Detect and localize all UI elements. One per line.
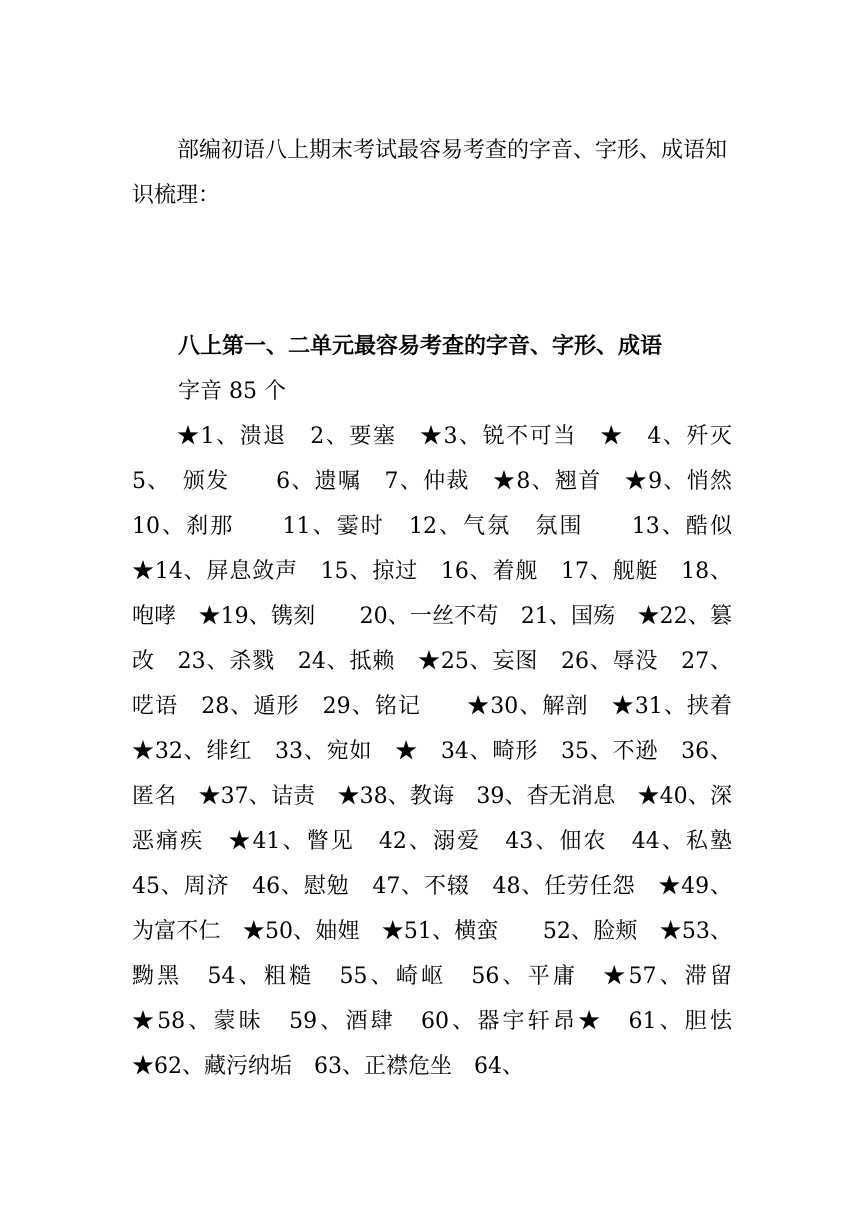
intro-paragraph: 部编初语八上期末考试最容易考查的字音、字形、成语知识梳理： [132, 138, 728, 208]
section-subheading: 字音 85 个 [178, 379, 286, 404]
vocabulary-list: ★1、溃退 2、要塞 ★3、锐不可当 ★ 4、歼灭 5、 颁发 6、遗嘱 7、仲裁 ★8、翘首 ★9、悄然 10、刹那 11、霎时 12、气氛 氛围 13、酷似 ★14、屏息敛声 15、掠过 16、着舰 17、舰艇 18、咆哮 ★19、镌刻 20、一丝不苟 21、国殇 ★22、篡改 23、杀戮 24、抵赖 ★25、妄图 26、辱没 27、呓语 28、遁形 29、铭记 ★30、解剖 ★31、挟着 ★32、绯红 33、宛如 ★ 34、畸形 35、不逊 36、匿名 ★37、诘责 ★38、教诲 39、杳无消息 ★40、深恶痛疾 ★41、瞥见 42、溺爱 43、佃农 44、私塾 45、周济 46、慰勉 47、不辍 48、任劳任怨 ★49、为富不仁 ★50、妯娌 ★51、横蛮 52、脸颊 ★53、黝黑 54、粗糙 55、崎岖 56、平庸 ★57、滞留 ★58、蒙昧 59、酒肆 60、器宇轩昂★ 61、胆怯 ★62、藏污纳垢 63、正襟危坐 64、 [132, 424, 755, 1079]
section-heading: 八上第一、二单元最容易考查的字音、字形、成语 [178, 333, 663, 359]
